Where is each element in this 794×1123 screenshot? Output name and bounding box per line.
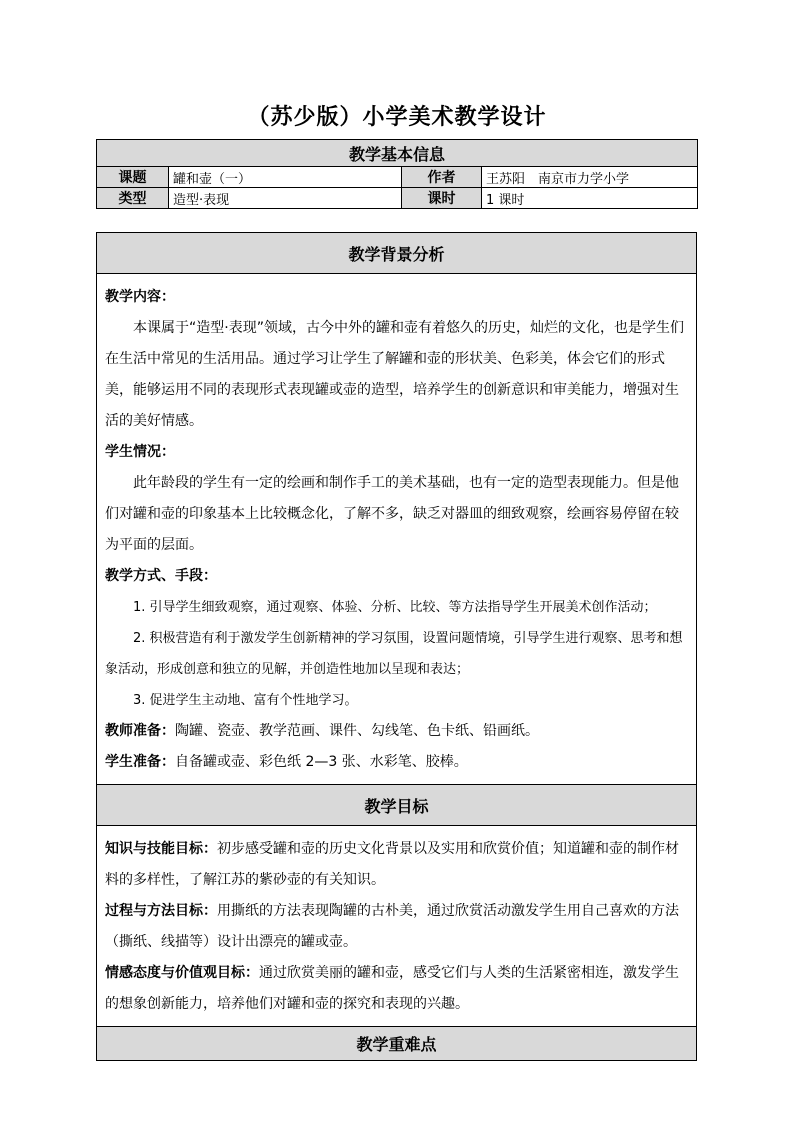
student-prep <box>105 747 688 778</box>
teacher-prep-text: 陶罐、瓷壶、教学范画、课件、勾线笔、色卡纸、铅画纸。 <box>175 723 539 739</box>
content-title: 教学内容： <box>105 289 175 305</box>
goals-content <box>97 826 697 1027</box>
type-label: 类型 <box>97 188 169 209</box>
method-item: 3. 促进学生主动地、富有个性地学习。 <box>133 693 358 708</box>
type-value: 造型·表现 <box>169 188 402 209</box>
emotion-text: 通过欣赏美丽的罐和壶，感受它们与人类的生活紧密相连，激发学生的想象创新能力，培养他们对罐和壶的探究和表现的兴趣。 <box>105 965 679 1012</box>
background-content <box>97 274 697 785</box>
emotion-goal <box>105 958 688 1020</box>
content-text: 本课属于“造型·表现”领域，古今中外的罐和壶有着悠久的历史，灿烂的文化，也是学生们在生活中常见的生活用品。通过学习让学生了解罐和壶的形状美、色彩美，体会它们的形式美，能够运用不同的表现形式表现罐或壶的造型，培养学生的创新意识和审美能力，增强对生活的美好情感。 <box>105 320 684 429</box>
process-label: 过程与方法目标： <box>105 903 217 919</box>
process-goal <box>105 896 688 958</box>
teacher-prep-label: 教师准备： <box>105 723 175 739</box>
method-item: 2. 积极营造有利于激发学生创新精神的学习氛围，设置问题情境，引导学生进行观察、思考和想象活动，形成创意和独立的见解，并创造性地加以呈现和表达； <box>105 631 683 677</box>
students-text: 此年龄段的学生有一定的绘画和制作手工的美术基础，也有一定的造型表现能力。但是他们对罐和壶的印象基本上比较概念化，了解不多，缺乏对器皿的细致观察，绘画容易停留在较为平面的层面。 <box>105 475 679 553</box>
methods-title: 教学方式、手段： <box>105 568 217 584</box>
hours-label: 课时 <box>402 188 482 209</box>
knowledge-text: 初步感受罐和壶的历史文化背景以及实用和欣赏价值；知道罐和壶的制作材料的多样性，了解江苏的紫砂壶的有关知识。 <box>105 841 679 888</box>
student-prep-label: 学生准备： <box>105 754 175 770</box>
teacher-prep <box>105 716 688 747</box>
method-item: 1. 引导学生细致观察，通过观察、体验、分析、比较、等方法指导学生开展美术创作活动； <box>133 600 657 615</box>
lesson-value: 罐和壶（一） <box>169 167 402 188</box>
emotion-label: 情感态度与价值观目标： <box>105 965 259 981</box>
goals-header: 教学目标 <box>97 785 697 826</box>
background-header: 教学背景分析 <box>97 233 697 274</box>
document-title: （苏少版）小学美术教学设计 <box>247 105 547 130</box>
lesson-plan-table <box>96 232 697 1061</box>
process-text: 用撕纸的方法表现陶罐的古朴美，通过欣赏活动激发学生用自己喜欢的方法（撕纸、线描等）设计出漂亮的罐或壶。 <box>105 903 679 950</box>
knowledge-label: 知识与技能目标： <box>105 841 217 857</box>
hours-value: 1 课时 <box>482 188 698 209</box>
student-prep-text: 自备罐或壶、彩色纸 2—3 张、水彩笔、胶棒。 <box>175 754 468 770</box>
basic-info-header: 教学基本信息 <box>97 140 698 167</box>
key-points-header: 教学重难点 <box>97 1027 697 1061</box>
lesson-label: 课题 <box>97 167 169 188</box>
knowledge-goal <box>105 834 688 896</box>
author-value: 王苏阳 南京市力学小学 <box>482 167 698 188</box>
students-title: 学生情况： <box>105 444 175 460</box>
author-label: 作者 <box>402 167 482 188</box>
basic-info-table <box>96 139 698 209</box>
